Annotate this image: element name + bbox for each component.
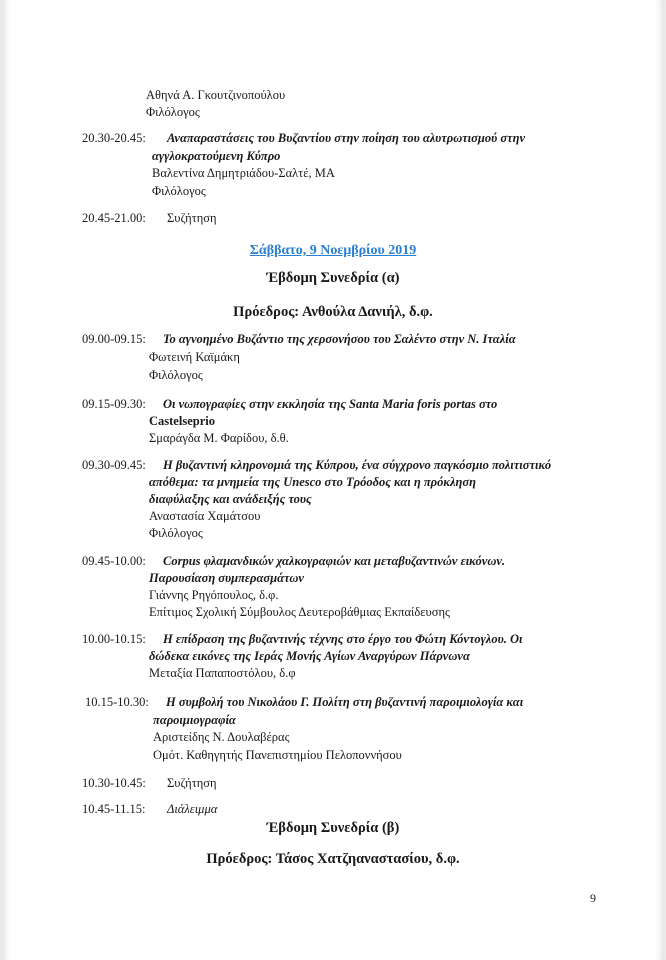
- discussion-label: Συζήτηση: [167, 776, 217, 790]
- speaker-role: Φιλόλογος: [152, 184, 206, 198]
- talk-title-cont: δώδεκα εικόνες της Ιεράς Μονής Αγίων Αναργύρων Πάρνωνα: [149, 649, 470, 663]
- break-time: 10.45-11.15:: [82, 802, 146, 816]
- speaker-name: Αριστείδης Ν. Δουλαβέρας: [153, 730, 290, 744]
- speaker-role: Ομότ. Καθηγητής Πανεπιστημίου Πελοποννήσου: [153, 748, 402, 762]
- speaker-role: Φιλόλογος: [149, 526, 203, 540]
- talk-time: 09.15-09.30:: [82, 397, 146, 411]
- talk-title: Αναπαραστάσεις του Βυζαντίου στην ποίηση του αλυτρωτισμού στην: [167, 131, 526, 145]
- speaker-role: Φιλόλογος: [146, 105, 200, 119]
- session-chair: Πρόεδρος: Ανθούλα Δανιήλ, δ.φ.: [233, 304, 433, 320]
- talk-time: 10.00-10.15:: [82, 632, 146, 646]
- talk-title-cont: απόθεμα: τα μνημεία της Unesco στο Τρόοδος και η πρόκληση: [149, 475, 476, 489]
- talk-title-cont: Castelseprio: [149, 414, 215, 428]
- speaker-name: Σμαράγδα Μ. Φαρίδου, δ.θ.: [149, 431, 289, 445]
- talk-title-cont: διαφύλαξης και ανάδειξής τους: [149, 492, 312, 506]
- talk-title: Το αγνοημένο Βυζάντιο της χερσονήσου του Σαλέντο στην Ν. Ιταλία: [163, 332, 516, 346]
- talk-time: 10.15-10.30:: [85, 695, 149, 709]
- day-date[interactable]: Σάββατο, 9 Νοεμβρίου 2019: [249, 243, 417, 258]
- talk-title-cont: Παρουσίαση συμπερασμάτων: [149, 571, 304, 585]
- talk-title: Η συμβολή του Νικολάου Γ. Πολίτη στη βυζαντινή παροιμιολογία και: [166, 695, 524, 709]
- discussion-time: 10.30-10.45:: [82, 776, 146, 790]
- speaker-name: Αθηνά Α. Γκουτζινοπούλου: [146, 88, 286, 102]
- session-title: Έβδομη Συνεδρία (β): [266, 820, 400, 836]
- speaker-name: Αναστασία Χαμάτσου: [149, 509, 261, 523]
- session-title: Έβδομη Συνεδρία (α): [266, 270, 400, 286]
- speaker-role: Επίτιμος Σχολική Σύμβουλος Δευτεροβάθμιας Εκπαίδευσης: [149, 605, 450, 619]
- break-label: Διάλειμμα: [167, 802, 218, 816]
- page-number: 9: [590, 891, 596, 905]
- talk-title: Corpus φλαμανδικών χαλκογραφιών και μεταβυζαντινών εικόνων.: [163, 554, 506, 568]
- talk-time: 09.30-09.45:: [82, 458, 146, 472]
- speaker-role: Φιλόλογος: [149, 368, 203, 382]
- talk-title-cont: παροιμιογραφία: [153, 713, 236, 727]
- session-chair: Πρόεδρος: Τάσος Χατζηαναστασίου, δ.φ.: [206, 851, 460, 867]
- talk-time: 09.00-09.15:: [82, 332, 146, 346]
- speaker-name: Μεταξία Παπαποστόλου, δ.φ: [149, 666, 296, 680]
- speaker-name: Φωτεινή Καϊμάκη: [149, 350, 240, 364]
- speaker-name: Βαλεντίνα Δημητριάδου-Σαλτέ, ΜΑ: [152, 166, 335, 180]
- discussion-label: Συζήτηση: [167, 211, 217, 225]
- talk-title: Η βυζαντινή κληρονομιά της Κύπρου, ένα σύγχρονο παγκόσμιο πολιτιστικό: [163, 458, 552, 472]
- discussion-time: 20.45-21.00:: [82, 211, 146, 225]
- talk-time: 20.30-20.45:: [82, 131, 146, 145]
- talk-title-cont: αγγλοκρατούμενη Κύπρο: [152, 149, 281, 163]
- speaker-name: Γιάννης Ρηγόπουλος, δ.φ.: [149, 588, 279, 602]
- talk-time: 09.45-10.00:: [82, 554, 146, 568]
- talk-title: Οι νωπογραφίες στην εκκλησία της Santa Maria foris portas στο: [163, 397, 498, 411]
- talk-title: Η επίδραση της βυζαντινής τέχνης στο έργο του Φώτη Κόντογλου. Οι: [163, 632, 523, 646]
